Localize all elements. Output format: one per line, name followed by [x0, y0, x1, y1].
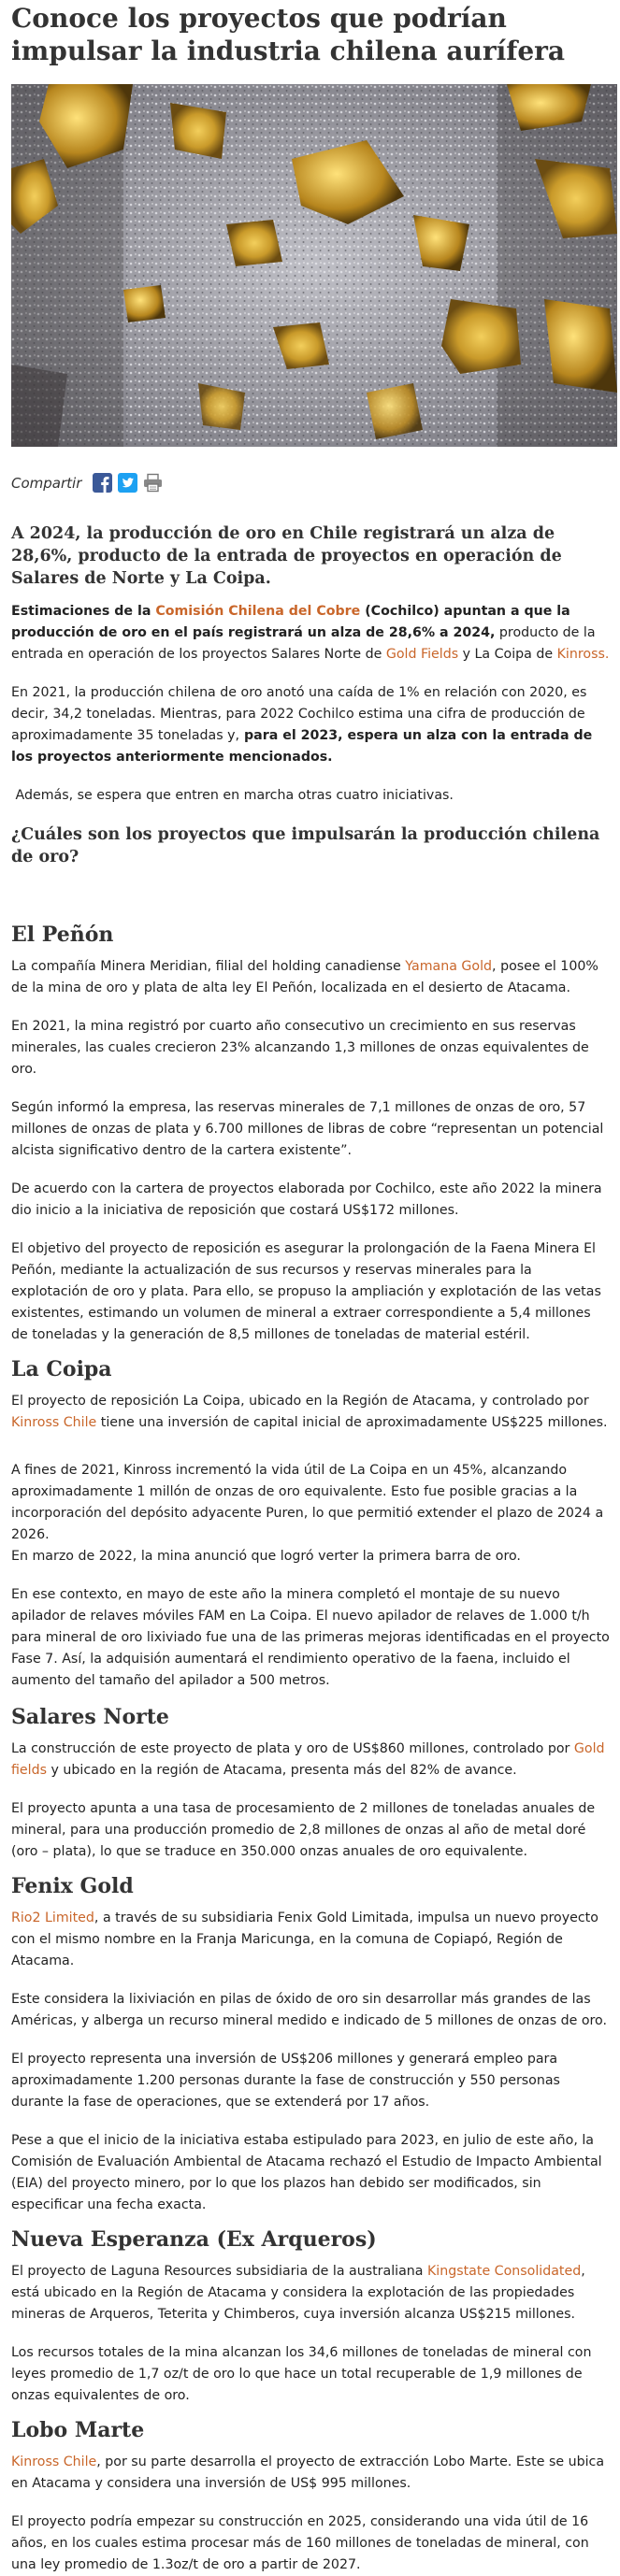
intro-paragraph-1	[11, 601, 610, 665]
intro-p1-text-c: producto de la entrada en operación de los proyectos Salares Norte de	[11, 625, 596, 662]
penon-paragraph-5: El objetivo del proyecto de reposición es asegurar la prolongación de la Faena Minera El Peñón, mediante la actualización de sus recursos y reservas minerales para la explotación de oro y plata. Para ello, se propuso la ampliación y explotación de las vetas existentes, estimando un volumen de mineral a extraer correspondiente a 5,4 millones de toneladas y la generación de 8,5 millones de toneladas de material estéril.	[11, 1241, 601, 1342]
facebook-icon[interactable]	[93, 473, 112, 493]
coipa-paragraph-1	[11, 1391, 610, 1434]
intro-paragraph-2	[11, 682, 610, 768]
salares-paragraph-1	[11, 1739, 610, 1782]
link-cochilco[interactable]: Comisión Chilena del Cobre	[155, 604, 361, 619]
intro-paragraph-3: Además, se espera que entren en marcha otras cuatro iniciativas.	[11, 788, 454, 803]
penon-paragraph-4: De acuerdo con la cartera de proyectos elaborada por Cochilco, este año 2022 la minera dio inicio a la iniciativa de reposición que costará US$172 millones.	[11, 1181, 602, 1218]
esperanza-p1-text-b: , está ubicado en la Región de Atacama y considera la explotación de las propiedades mineras de Arqueros, Teterita y Chimberos, cuya inversión alcanza US$215 millones.	[11, 2264, 585, 2322]
link-gold-fields[interactable]: Gold Fields	[385, 647, 459, 662]
share-bar	[11, 473, 610, 493]
intro-p2-text: En 2021, la producción chilena de oro anotó una caída de 1% en relación con 2020, es decir, 34,2 toneladas. Mientras, para 2022 Cochilco estima una cifra de producción de aproximadamente 35 toneladas y,	[11, 685, 587, 743]
fenix-paragraph-4: Pese a que el inicio de la iniciativa estaba estipulado para 2023, en julio de este año, la Comisión de Evaluación Ambiental de Atacama rechazó el Estudio de Impacto Ambiental (EIA) del proyecto minero, por lo que los plazos han debido ser modificados, sin especificar una fecha exacta.	[11, 2133, 602, 2212]
esperanza-paragraph-2: Los recursos totales de la mina alcanzan los 34,6 millones de toneladas de mineral con leyes promedio de 1,7 oz/t de oro lo que hace un total recuperable de 1,9 millones de onzas equivalentes de oro.	[11, 2345, 592, 2403]
link-yamana-gold[interactable]: Yamana Gold	[405, 959, 493, 974]
link-kinross[interactable]: Kinross.	[556, 647, 610, 662]
heading-el-penon: El Peñón	[11, 923, 114, 947]
penon-paragraph-3: Según informó la empresa, las reservas minerales de 7,1 millones de onzas de oro, 57 millones de onzas de plata y 6.700 millones de libras de cobre “representan un potencial alcista significativo dentro de la cartera existente”.	[11, 1100, 604, 1158]
lobo-paragraph-1	[11, 2452, 610, 2495]
salares-p1-text-b: y ubicado en la región de Atacama, presenta más del 82% de avance.	[47, 1763, 517, 1778]
heading-lobo-marte: Lobo Marte	[11, 2418, 145, 2442]
fenix-paragraph-2: Este considera la lixiviación en pilas de óxido de oro sin desarrollar más grandes de las Américas, y alberga un recurso mineral medido e indicado de 5 millones de onzas de oro.	[11, 1992, 607, 2028]
article-title: Conoce los proyectos que podrían impulsar la industria chilena aurífera	[11, 3, 566, 66]
lobo-paragraph-2: El proyecto podría empezar su construcción en 2025, considerando una vida útil de 16 años, en los cuales estima procesar más de 160 millones de toneladas de mineral, con una ley promedio de 1.3oz/t de oro a partir de 2027.	[11, 2514, 589, 2572]
esperanza-p1-text: El proyecto de Laguna Resources subsidiaria de la australiana	[11, 2264, 427, 2279]
heading-salares-norte: Salares Norte	[11, 1705, 169, 1729]
salares-paragraph-2: El proyecto apunta a una tasa de procesamiento de 2 millones de toneladas anuales de mineral, para una producción promedio de 2,8 millones de onzas al año de metal doré (oro – plata), lo que se traduce en 350.000 onzas anuales de oro equivalente.	[11, 1801, 596, 1859]
coipa-p1-text: El proyecto de reposición La Coipa, ubicado en la Región de Atacama, y controlado por	[11, 1394, 589, 1409]
coipa-p1-text-b: tiene una inversión de capital inicial de aproximadamente US$225 millones.	[96, 1415, 608, 1430]
coipa-paragraph-2: A fines de 2021, Kinross incrementó la vida útil de La Coipa en un 45%, alcanzando aproximadamente 1 millón de onzas de oro equivalente. Esto fue posible gracias a la incorporación del depósito adyacente Puren, lo que permitió extender el plazo de 2024 a 2026.	[11, 1463, 604, 1542]
article-lead: A 2024, la producción de oro en Chile registrará un alza de 28,6%, producto de la entrada de proyectos en operación de Salares de Norte y La Coipa.	[11, 524, 562, 588]
fenix-p1-text: , a través de su subsidiaria Fenix Gold Limitada, impulsa un nuevo proyecto con el mismo nombre en la Franja Maricunga, en la comuna de Copiapó, Región de Atacama.	[11, 1911, 598, 1968]
intro-p1-text-d: y La Coipa de	[458, 647, 557, 662]
penon-paragraph-2: En 2021, la mina registró por cuarto año consecutivo un crecimiento en sus reservas minerales, las cuales crecieron 23% alcanzando 1,3 millones de onzas equivalentes de oro.	[11, 1019, 589, 1077]
hero-image	[11, 84, 617, 447]
twitter-icon[interactable]	[118, 473, 137, 493]
intro-p1-text-b: (Cochilco) apuntan a que la producción de oro en el país registrará un alza de 28,6% a 2024,	[11, 604, 570, 640]
penon-p1-text: La compañía Minera Meridian, filial del holding canadiense	[11, 959, 406, 974]
section-question: ¿Cuáles son los proyectos que impulsarán la producción chilena de oro?	[11, 825, 600, 866]
heading-nueva-esperanza: Nueva Esperanza (Ex Arqueros)	[11, 2227, 377, 2252]
intro-p2-bold: para el 2023, espera un alza con la entrada de los proyectos anteriormente mencionados.	[11, 728, 593, 765]
lobo-p1-text: , por su parte desarrolla el proyecto de extracción Lobo Marte. Este se ubica en Atacama y considera una inversión de US$ 995 millones.	[11, 2454, 605, 2491]
link-rio2-limited[interactable]: Rio2 Limited	[11, 1911, 94, 1925]
salares-p1-text: La construcción de este proyecto de plata y oro de US$860 millones, controlado por	[11, 1741, 574, 1756]
coipa-paragraph-3: En marzo de 2022, la mina anunció que logró verter la primera barra de oro.	[11, 1549, 521, 1564]
penon-paragraph-1	[11, 956, 610, 999]
heading-la-coipa: La Coipa	[11, 1357, 112, 1381]
link-kingstate-consolidated[interactable]: Kingstate Consolidated	[426, 2264, 582, 2279]
intro-p1-text: Estimaciones de la	[11, 604, 156, 619]
fenix-paragraph-3: El proyecto representa una inversión de US$206 millones y generará empleo para aproximadamente 1.200 personas durante la fase de construcción y 550 personas durante la fase de operaciones, que se extenderá por 17 años.	[11, 2052, 560, 2110]
link-kinross-chile[interactable]: Kinross Chile	[11, 1415, 97, 1430]
penon-p1-text-b: , posee el 100% de la mina de oro y plata de alta ley El Peñón, localizada en el desierto de Atacama.	[11, 959, 598, 995]
link-gold-fields-2[interactable]: Gold fields	[11, 1741, 605, 1778]
coipa-paragraph-4: En ese contexto, en mayo de este año la minera completó el montaje de su nuevo apilador de relaves móviles FAM en La Coipa. El nuevo apilador de relaves de 1.000 t/h para mineral de oro lixiviado fue una de las primeras mejoras identificadas en el proyecto Fase 7. Así, la adquisión aumentará el rendimiento operativo de la faena, incluido el aumento del tamaño del apilador a 500 metros.	[11, 1587, 610, 1688]
heading-fenix-gold: Fenix Gold	[11, 1874, 134, 1898]
print-icon[interactable]	[143, 473, 163, 493]
esperanza-paragraph-1	[11, 2261, 610, 2326]
link-kinross-chile-2[interactable]: Kinross Chile	[11, 2454, 97, 2469]
share-label: Compartir	[11, 474, 82, 492]
fenix-paragraph-1	[11, 1908, 610, 1972]
